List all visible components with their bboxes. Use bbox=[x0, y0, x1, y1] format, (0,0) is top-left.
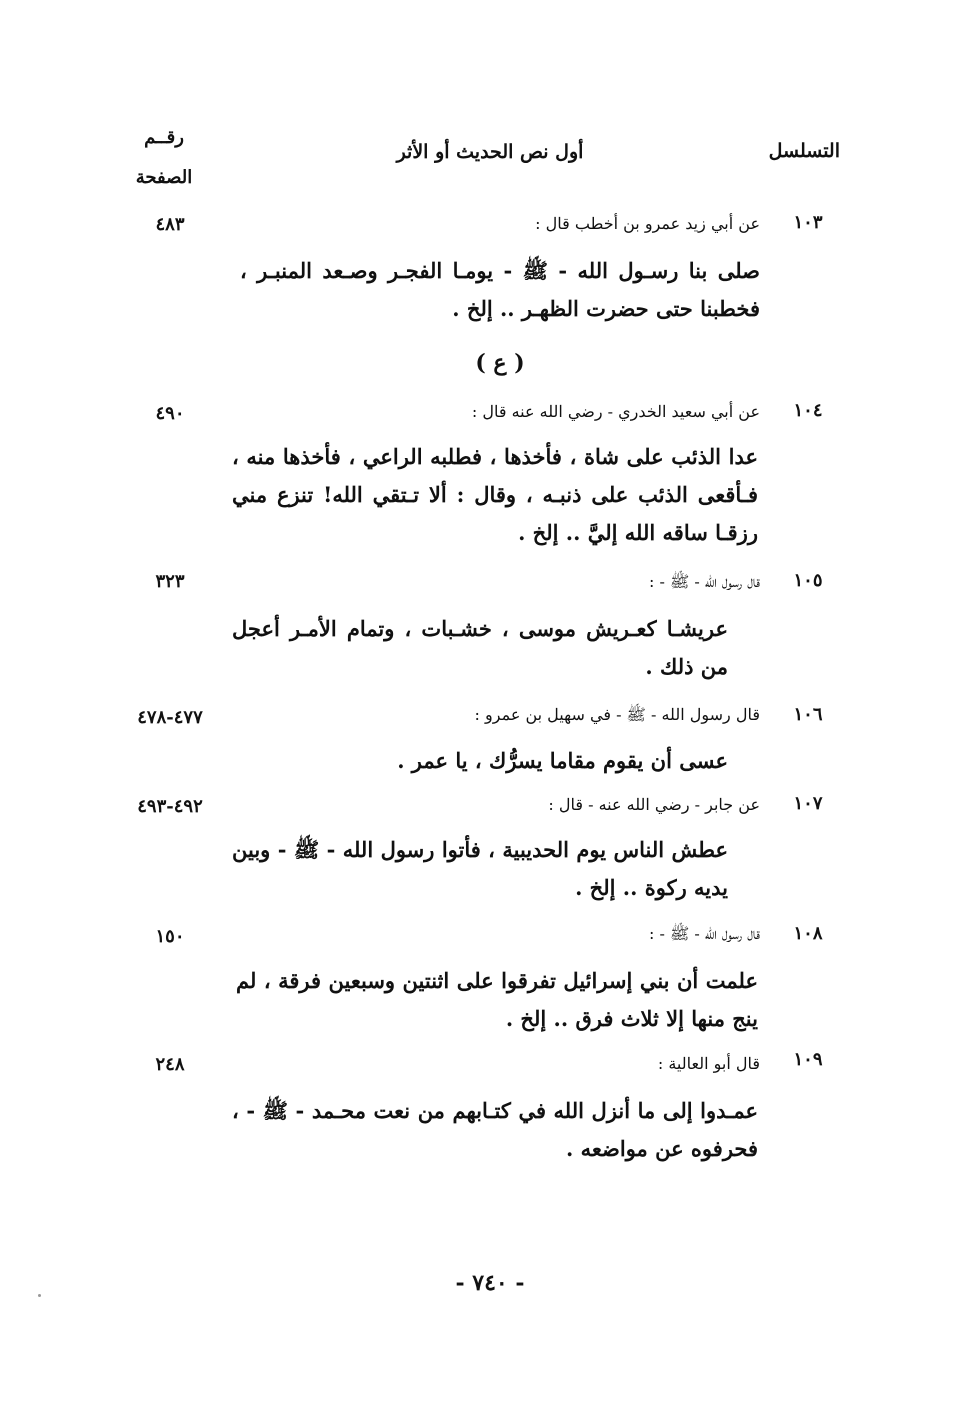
entry-intro: قال رسول الله - ﷺ - : bbox=[649, 924, 760, 943]
header-serial-label: التسلسل bbox=[768, 140, 840, 162]
entry-number: ١٠٥ bbox=[793, 570, 823, 591]
entry-intro: عن جابر - رضي الله عنه - قال : bbox=[548, 795, 760, 814]
entry-page: ٤٩٠ bbox=[155, 403, 185, 424]
page-number: - ٧٤٠ - bbox=[455, 1270, 525, 1296]
entry-intro: عن أبي سعيد الخدري - رضي الله عنه قال : bbox=[471, 402, 760, 421]
entry-number: ١٠٦ bbox=[793, 704, 823, 725]
entry-number: ١٠٤ bbox=[793, 400, 823, 421]
entry-page: ١٥٠ bbox=[155, 926, 185, 947]
entry-text: عدا الذئب على شاة ، فأخذها ، فطلبه الراعي ، فأخذها منه ، فـأقعى الذئب على ذنبـه ، وقال : ألا تـتقي الله! تنزع مني رزقـا ساقه الله إليَّ .. إلخ . bbox=[232, 444, 758, 545]
header-page-label-line2: الصفحة bbox=[135, 167, 193, 188]
entry-page: ٤٧٧-٤٧٨ bbox=[137, 707, 203, 728]
entry-intro: عن أبي زيد عمرو بن أخطب قال : bbox=[535, 214, 760, 233]
entry-intro: قال أبو العالية : bbox=[657, 1054, 760, 1073]
header-page-label-line1: رقــم bbox=[144, 127, 184, 148]
section-letter: ( ع ) bbox=[475, 350, 525, 376]
entry-number: ١٠٩ bbox=[793, 1049, 823, 1070]
header-text-label: أول نص الحديث أو الأثر bbox=[396, 141, 584, 163]
entry-intro: قال رسول الله - ﷺ - : bbox=[649, 572, 760, 591]
entry-number: ١٠٣ bbox=[793, 212, 823, 233]
entry-text: صلى بنا رسـول الله - ﷺ - يومـا الفجـر وصـعد المنبـر ، فخطبنا حتى حضرت الظهـر .. إلخ . bbox=[240, 258, 760, 321]
entry-intro: قال رسول الله - ﷺ - في سهيل بن عمرو : bbox=[474, 705, 760, 724]
entry-page: ٣٢٣ bbox=[155, 571, 185, 592]
entry-text: علمت أن بني إسرائيل تفرقوا على اثنتين وسبعين فرقة ، لم ينج منها إلا ثلاث فرق .. إلخ . bbox=[236, 968, 758, 1031]
scan-speck bbox=[38, 1294, 41, 1297]
entry-page: ٤٩٢-٤٩٣ bbox=[137, 796, 203, 817]
entry-text: عطش الناس يوم الحديبية ، فأتوا رسول الله - ﷺ - وبين يديه ركوة .. إلخ . bbox=[232, 837, 728, 900]
entry-page: ٢٤٨ bbox=[155, 1054, 185, 1075]
entry-number: ١٠٨ bbox=[793, 923, 823, 944]
entry-page: ٤٨٣ bbox=[155, 214, 185, 235]
entry-number: ١٠٧ bbox=[793, 793, 823, 814]
header-page-label bbox=[118, 118, 210, 198]
entry-text: عريشـا كعـريش موسى ، خشـبات ، وتمام الأمـر أعجل من ذلك . bbox=[232, 616, 728, 679]
entry-text: عمـدوا إلى ما أنزل الله في كتـابهم من نعت محـمد - ﷺ - ، فحرفوه عن مواضعه . bbox=[232, 1098, 758, 1161]
entry-text: عسى أن يقوم مقاما يسرُّك ، يا عمر . bbox=[397, 748, 728, 773]
